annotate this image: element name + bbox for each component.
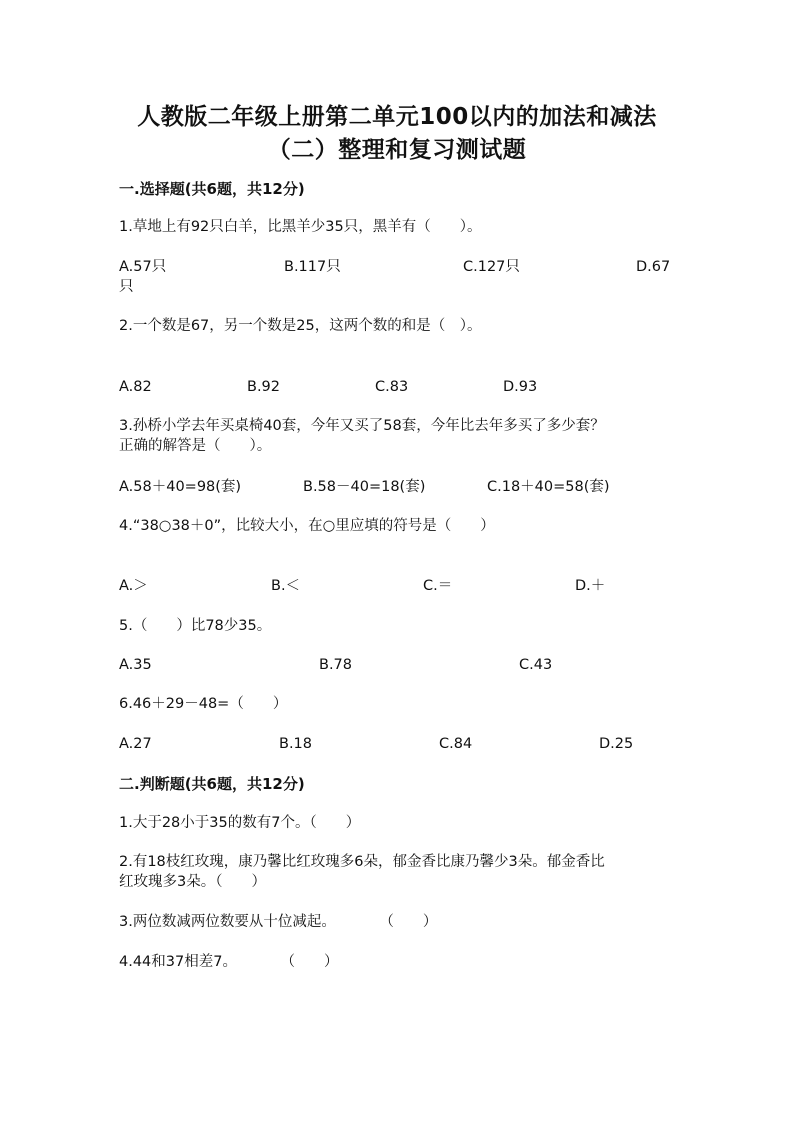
- question-3-line-2: 正确的解答是（ ）。: [119, 438, 272, 454]
- q1-option-a: A.57只: [119, 259, 167, 275]
- question-2: 2.一个数是67，另一个数是25，这两个数的和是（ ）。: [119, 318, 482, 334]
- question-4: 4.“38○38＋0”，比较大小，在○里应填的符号是（ ）: [119, 518, 495, 534]
- q3-option-c: C.18＋40=58(套): [487, 479, 610, 495]
- q1-option-b: B.117只: [284, 259, 341, 275]
- question-6: 6.46＋29－48=（ ）: [119, 696, 288, 712]
- q4-option-d: D.＋: [575, 578, 606, 594]
- judge-item-1: 1.大于28小于35的数有7个。（ ）: [119, 815, 361, 831]
- question-1: 1.草地上有92只白羊，比黑羊少35只，黑羊有（ ）。: [119, 219, 482, 235]
- question-5: 5.（ ）比78少35。: [119, 618, 272, 634]
- title-line-2: （二）整理和复习测试题: [267, 137, 527, 163]
- q4-option-c: C.＝: [423, 578, 453, 594]
- q5-option-a: A.35: [119, 657, 152, 673]
- section-heading-choice: 一.选择题(共6题，共12分): [119, 180, 305, 198]
- q6-option-d: D.25: [599, 736, 634, 752]
- q5-option-c: C.43: [519, 657, 553, 673]
- q2-option-c: C.83: [375, 379, 409, 395]
- judge-item-2-line-2: 红玫瑰多3朵。（ ）: [119, 874, 266, 890]
- q5-option-b: B.78: [319, 657, 353, 673]
- title-line-1: 人教版二年级上册第二单元100以内的加法和减法: [137, 104, 657, 130]
- judge-item-4: 4.44和37相差7。 （ ）: [119, 954, 339, 970]
- q1-option-d: D.67: [636, 259, 671, 275]
- q2-option-a: A.82: [119, 379, 152, 395]
- section-heading-judge: 二.判断题(共6题，共12分): [119, 775, 305, 793]
- q6-option-c: C.84: [439, 736, 473, 752]
- q6-option-b: B.18: [279, 736, 313, 752]
- q3-option-a: A.58＋40=98(套): [119, 479, 242, 495]
- q4-option-a: A.＞: [119, 578, 148, 594]
- q1-option-d-wrap: 只: [119, 279, 134, 295]
- q2-option-b: B.92: [247, 379, 281, 395]
- question-3-line-1: 3.孙桥小学去年买桌椅40套，今年又买了58套，今年比去年多买了多少套？: [119, 418, 605, 434]
- q6-option-a: A.27: [119, 736, 152, 752]
- judge-item-2-line-1: 2.有18枝红玫瑰，康乃馨比红玫瑰多6朵，郁金香比康乃馨少3朵。郁金香比: [119, 854, 605, 870]
- q1-option-c: C.127只: [463, 259, 520, 275]
- q4-option-b: B.＜: [271, 578, 301, 594]
- judge-item-3: 3.两位数减两位数要从十位减起。 （ ）: [119, 914, 438, 930]
- q2-option-d: D.93: [503, 379, 538, 395]
- q3-option-b: B.58－40=18(套): [303, 479, 426, 495]
